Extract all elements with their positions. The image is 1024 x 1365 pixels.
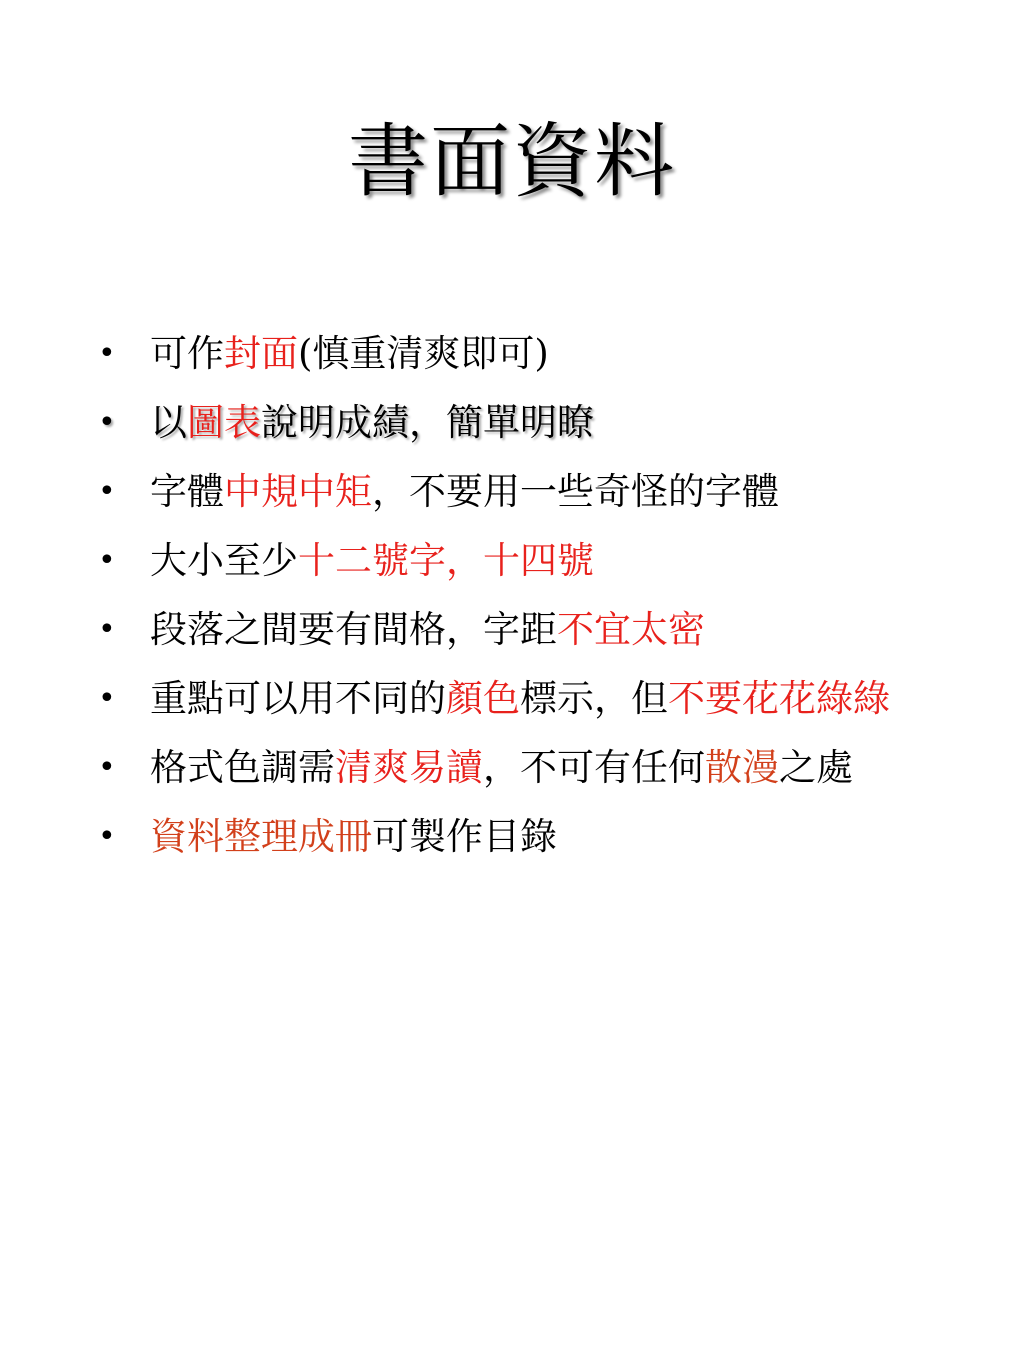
bullet-highlight: 顏色 xyxy=(446,677,520,720)
bullet-item-spacing xyxy=(98,606,938,653)
bullet-highlight: 十二號字，十四號 xyxy=(298,539,594,582)
bullet-text: 段落之間要有間格，字距 xyxy=(150,608,557,651)
bullet-item-font xyxy=(98,468,938,515)
bullet-dot-icon: • xyxy=(98,612,116,647)
bullet-highlight: 散漫 xyxy=(705,746,779,789)
bullet-text: 重點可以用不同的 xyxy=(150,677,446,720)
bullet-item-size xyxy=(98,537,938,584)
bullet-text: ，不可有任何 xyxy=(483,746,705,789)
bullet-list xyxy=(98,330,938,882)
bullet-highlight: 圖表 xyxy=(187,401,261,444)
bullet-text: ，不要用一些奇怪的字體 xyxy=(372,470,779,513)
bullet-dot-icon: • xyxy=(98,819,116,854)
bullet-dot-icon: • xyxy=(98,474,116,509)
bullet-highlight: 不宜太密 xyxy=(557,608,705,651)
bullet-text: 字體 xyxy=(150,470,224,513)
bullet-item-cover xyxy=(98,330,938,377)
bullet-text: 大小至少 xyxy=(150,539,298,582)
bullet-item-binding xyxy=(98,813,938,860)
bullet-text: 可製作目錄 xyxy=(372,815,557,858)
bullet-text: 以 xyxy=(150,401,187,444)
bullet-text: 格式色調需 xyxy=(150,746,335,789)
bullet-text: 說明成績，簡單明瞭 xyxy=(261,401,594,444)
bullet-item-format xyxy=(98,744,938,791)
bullet-dot-icon: • xyxy=(98,405,116,440)
bullet-text: 可作 xyxy=(150,332,224,375)
slide-title: 書面資料 xyxy=(348,115,676,208)
bullet-dot-icon: • xyxy=(98,336,116,371)
bullet-dot-icon: • xyxy=(98,750,116,785)
bullet-highlight: 資料整理成冊 xyxy=(150,815,372,858)
bullet-text: 之處 xyxy=(779,746,853,789)
bullet-dot-icon: • xyxy=(98,681,116,716)
bullet-highlight: 封面 xyxy=(224,332,298,375)
bullet-highlight: 清爽易讀 xyxy=(335,746,483,789)
bullet-item-colors xyxy=(98,675,938,722)
bullet-highlight: 不要花花綠綠 xyxy=(668,677,890,720)
bullet-highlight: 中規中矩 xyxy=(224,470,372,513)
bullet-dot-icon: • xyxy=(98,543,116,578)
bullet-item-charts xyxy=(98,399,938,446)
bullet-text: (慎重清爽即可) xyxy=(298,332,549,375)
bullet-text: 標示，但 xyxy=(520,677,668,720)
